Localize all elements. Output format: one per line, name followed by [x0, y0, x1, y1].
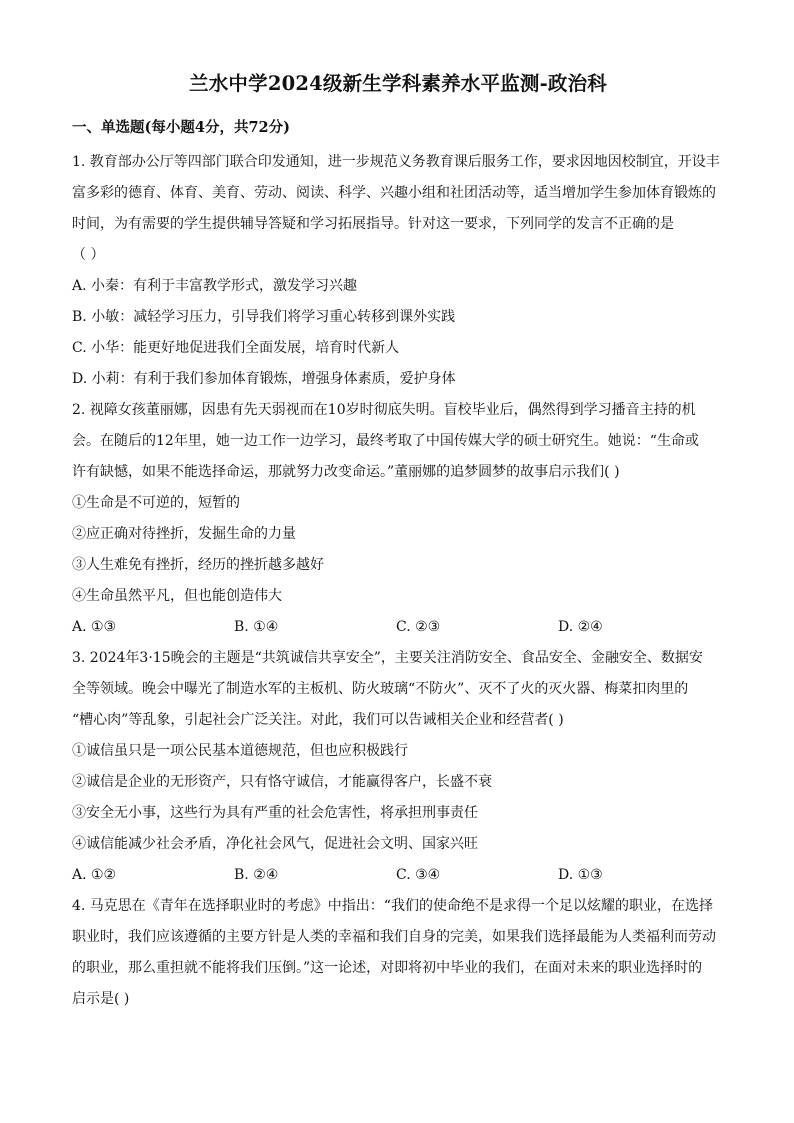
question-3-line: 全等领域。晚会中曝光了制造水军的主板机、防火玻璃“不防火”、灭不了火的灭火器、梅菜扣肉里的 [72, 681, 689, 697]
question-2-statement: ①生命是不可逆的，短暂的 [72, 495, 240, 511]
question-3-option-b: B. ②④ [234, 867, 279, 883]
question-1-line: 时间，为有需要的学生提供辅导答疑和学习拓展指导。针对这一要求，下列同学的发言不正确的是 [72, 216, 674, 232]
question-1-option-a: A. 小秦：有利于丰富教学形式，激发学习兴趣 [72, 278, 358, 294]
question-3-statement: ②诚信是企业的无形资产，只有恪守诚信，才能赢得客户，长盛不衰 [72, 774, 492, 790]
question-3-statement: ③安全无小事，这些行为具有严重的社会危害性，将承担刑事责任 [72, 805, 478, 821]
question-1-line: 富多彩的德育、体育、美育、劳动、阅读、科学、兴趣小组和社团活动等，适当增加学生参加体育锻炼的 [72, 185, 716, 201]
question-4-line: 启示是( ) [72, 991, 130, 1007]
question-2-line: 许有缺憾，如果不能选择命运，那就努力改变命运。”董丽娜的追梦圆梦的故事启示我们( ) [72, 464, 620, 480]
question-3-option-d: D. ①③ [558, 867, 603, 883]
question-3-line: “槽心肉”等乱象，引起社会广泛关注。对此，我们可以告诫相关企业和经营者( ) [72, 712, 564, 728]
question-1 [72, 147, 724, 395]
question-3-statement: ④诚信能减少社会矛盾，净化社会风气，促进社会文明、国家兴旺 [72, 836, 478, 852]
question-1-line: （ ） [72, 247, 105, 263]
question-4-line: 4. 马克思在《青年在选择职业时的考虑》中指出：“我们的使命绝不是求得一个足以炫耀的职业，在选择 [72, 898, 713, 914]
question-3-option-a: A. ①② [72, 867, 117, 883]
question-3 [72, 643, 724, 891]
question-1-option-b: B. 小敏：减轻学习压力，引导我们将学习重心转移到课外实践 [72, 309, 456, 325]
question-2-options [72, 612, 724, 643]
question-4 [72, 891, 724, 1015]
question-2-line: 2. 视障女孩董丽娜，因患有先天弱视而在10岁时彻底失明。盲校毕业后，偶然得到学习播音主持的机 [72, 402, 696, 418]
question-3-line: 3. 2024年3·15晚会的主题是“共筑诚信共享安全”，主要关注消防安全、食品安全、金融安全、数据安 [72, 650, 703, 666]
question-1-option-c: C. 小华：能更好地促进我们全面发展，培育时代新人 [72, 340, 400, 356]
question-2-statement: ③人生难免有挫折，经历的挫折越多越好 [72, 557, 324, 573]
question-2-option-c: C. ②③ [396, 619, 441, 635]
question-3-statement: ①诚信虽只是一项公民基本道德规范，但也应积极践行 [72, 743, 408, 759]
question-4-line: 的职业，那么重担就不能将我们压倒。”这一论述，对即将初中毕业的我们，在面对未来的职业选择时的 [72, 960, 703, 976]
question-2-statement: ②应正确对待挫折，发掘生命的力量 [72, 526, 296, 542]
question-2-option-a: A. ①③ [72, 619, 117, 635]
question-3-options [72, 860, 724, 891]
question-2-line: 会。在随后的12年里，她一边工作一边学习，最终考取了中国传媒大学的硕士研究生。她说：“生命或 [72, 433, 699, 449]
section-heading: 一、单选题(每小题4分，共72分) [72, 119, 290, 136]
question-4-line: 职业时，我们应该遵循的主要方针是人类的幸福和我们自身的完美，如果我们选择最能为人类福利而劳动 [72, 929, 716, 945]
question-1-line: 1. 教育部办公厅等四部门联合印发通知，进一步规范义务教育课后服务工作，要求因地因校制宜，开设丰 [72, 154, 720, 170]
question-2-statement: ④生命虽然平凡，但也能创造伟大 [72, 588, 282, 604]
question-2-option-d: D. ②④ [558, 619, 603, 635]
question-1-option-d: D. 小莉：有利于我们参加体育锻炼，增强身体素质，爱护身体 [72, 371, 456, 387]
page-title: 兰水中学2024级新生学科素养水平监测-政治科 [189, 72, 607, 95]
question-3-option-c: C. ③④ [396, 867, 441, 883]
question-2-option-b: B. ①④ [234, 619, 279, 635]
question-2 [72, 395, 724, 643]
